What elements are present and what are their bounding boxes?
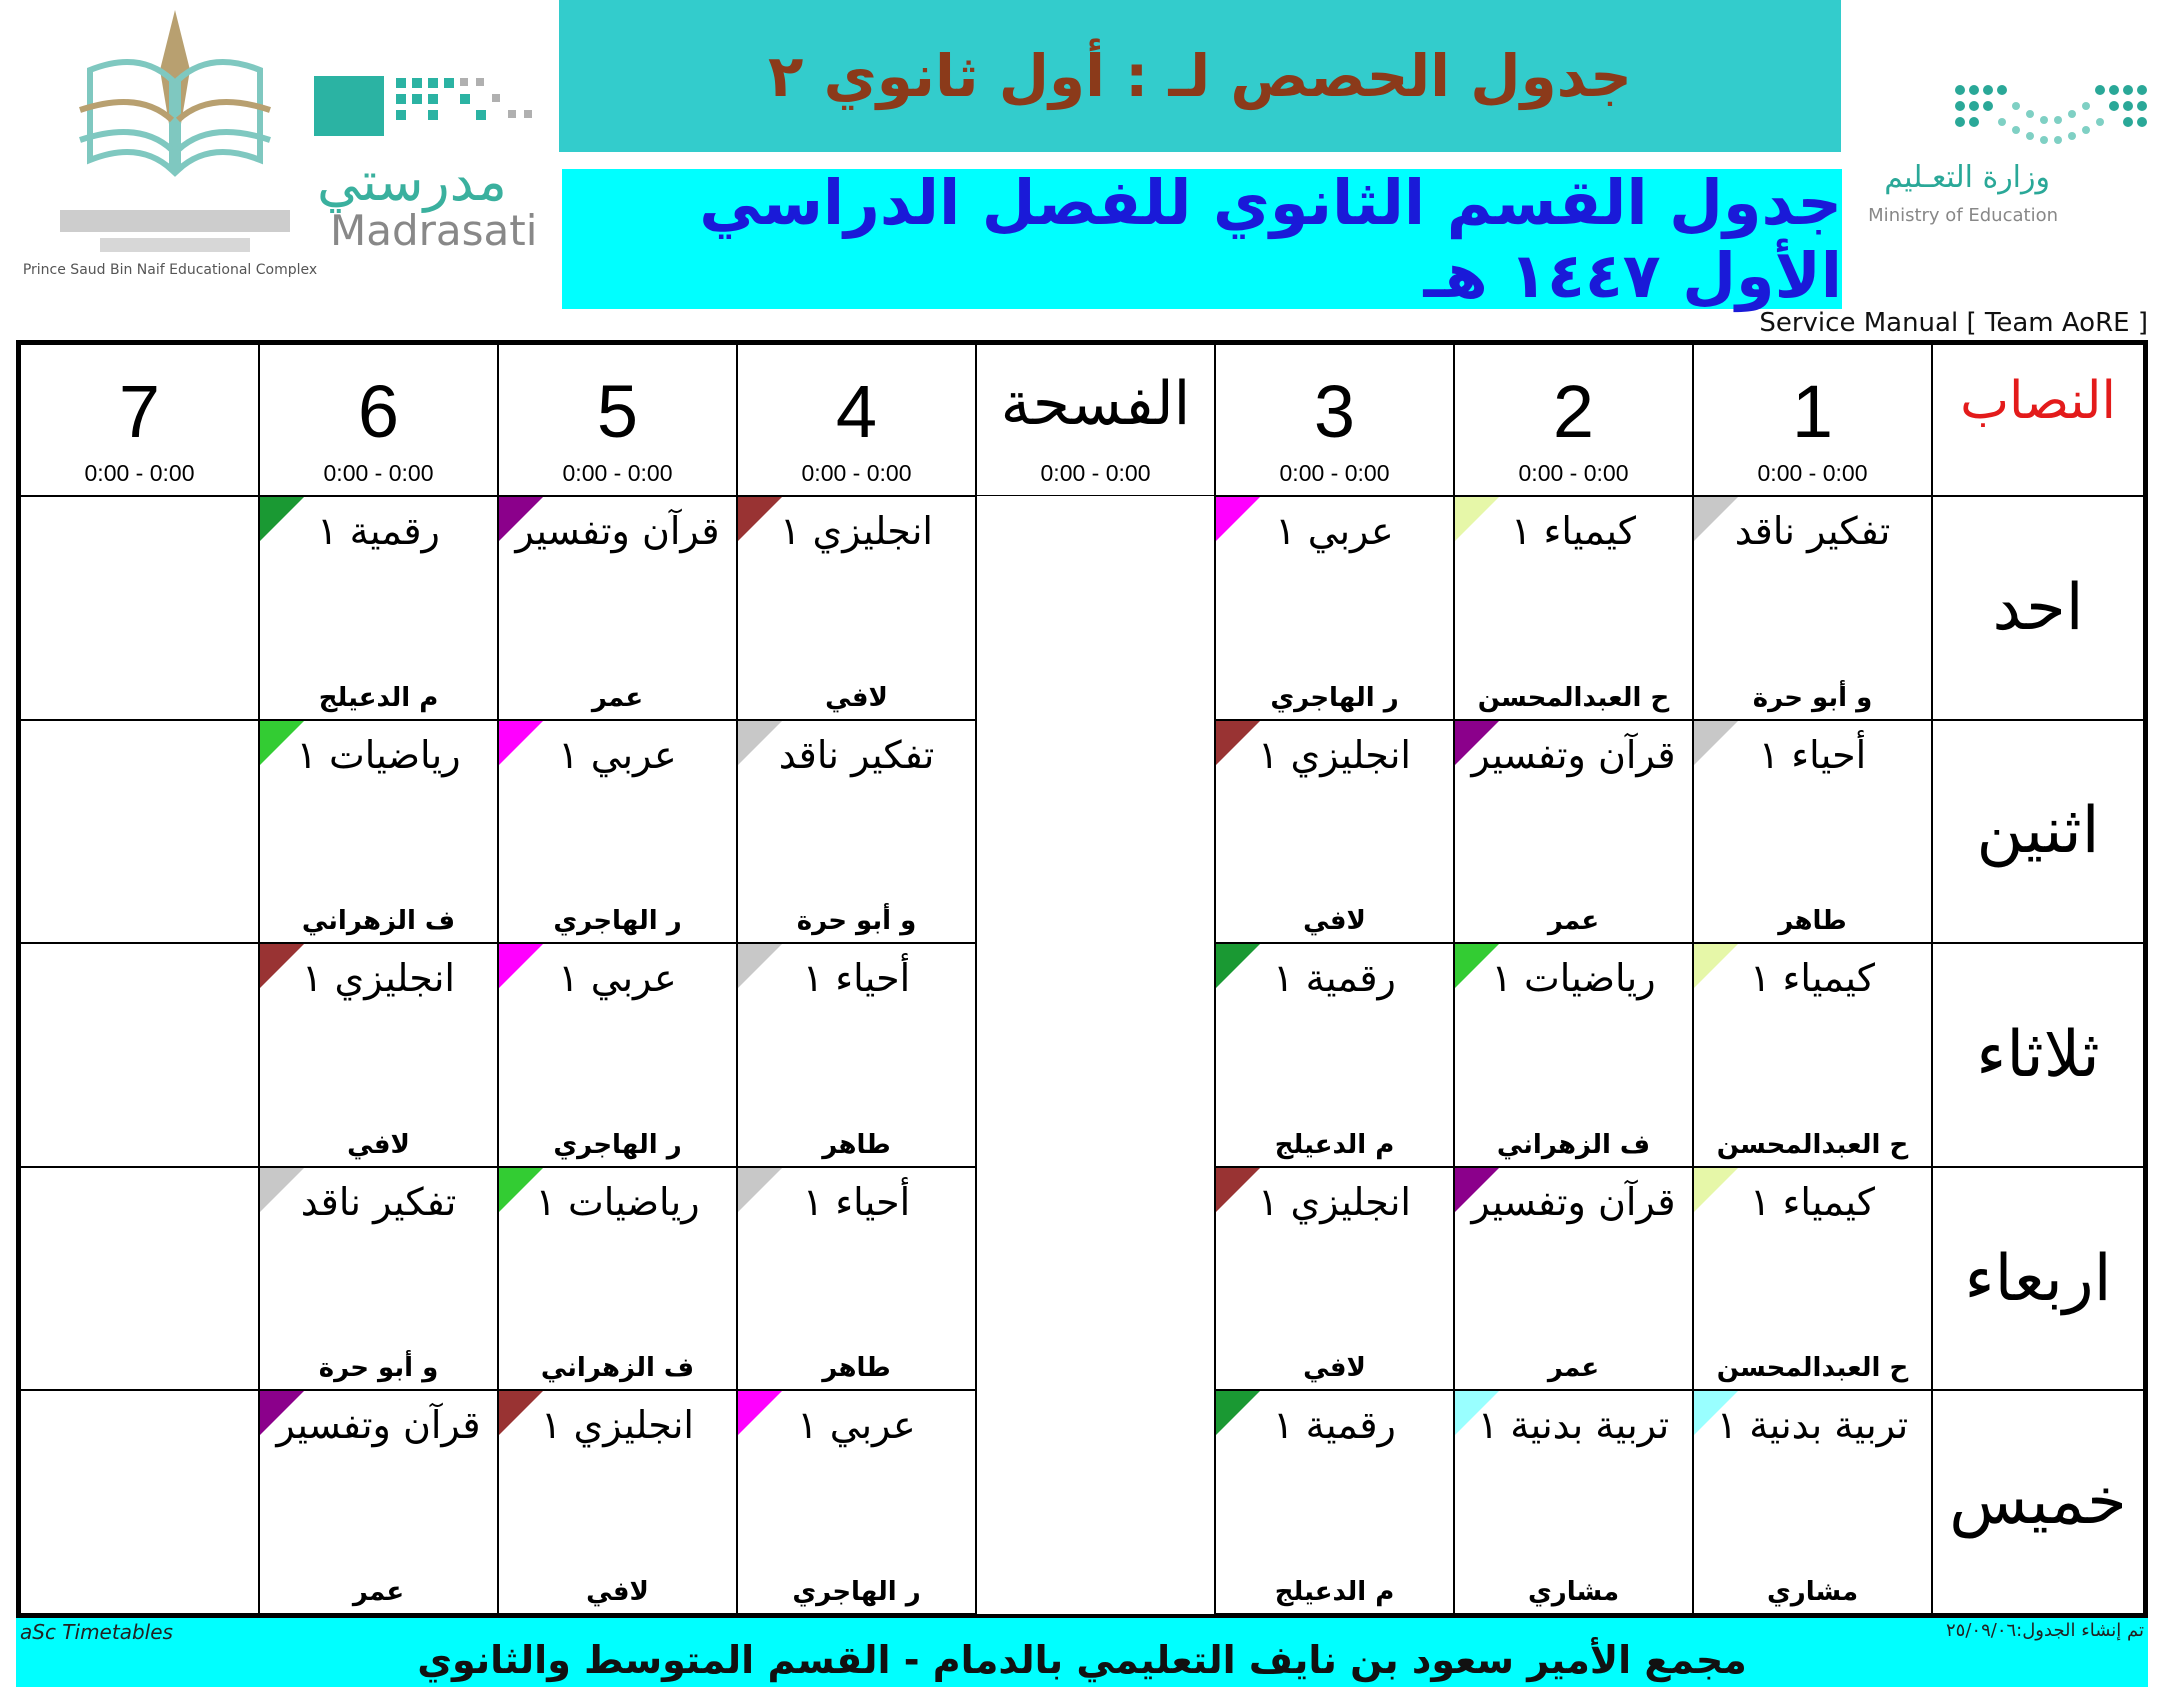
lesson-teacher: طاهر bbox=[822, 1353, 891, 1384]
lesson-cell[interactable] bbox=[1693, 943, 1932, 1167]
period-time: 0:00 - 0:00 bbox=[84, 460, 195, 486]
day-name: ثلاثاء bbox=[1976, 1017, 2100, 1092]
lesson-teacher: طاهر bbox=[1778, 906, 1847, 937]
lesson-cell[interactable] bbox=[259, 496, 498, 720]
lesson-cell[interactable] bbox=[1454, 943, 1693, 1167]
period-header-cell bbox=[1693, 344, 1932, 496]
day-name: اربعاء bbox=[1964, 1241, 2112, 1316]
period-number: 5 bbox=[596, 370, 639, 453]
lesson-cell[interactable] bbox=[1454, 1167, 1693, 1391]
madrasati-logo-latin: Madrasati bbox=[330, 206, 538, 255]
empty-lesson-cell bbox=[20, 496, 259, 720]
lesson-cell[interactable] bbox=[259, 1390, 498, 1614]
lesson-teacher: ر الهاجري bbox=[792, 1576, 921, 1607]
lesson-subject: رياضيات ١ bbox=[296, 732, 461, 777]
lesson-teacher: ح العبدالمحسن bbox=[1716, 1353, 1909, 1384]
lesson-teacher: عمر bbox=[1547, 1353, 1600, 1384]
lesson-cell[interactable] bbox=[1215, 1390, 1454, 1614]
period-header-cell bbox=[1215, 344, 1454, 496]
lesson-cell[interactable] bbox=[737, 720, 976, 944]
period-number: 6 bbox=[357, 370, 400, 453]
period-number: 7 bbox=[118, 370, 161, 453]
lesson-teacher: ر الهاجري bbox=[553, 1129, 682, 1160]
corner-header-label: النصاب bbox=[1960, 371, 2116, 431]
lesson-teacher: م الدعيلج bbox=[318, 682, 439, 713]
lesson-teacher: عمر bbox=[1547, 906, 1600, 937]
period-header-cell bbox=[737, 344, 976, 496]
lesson-subject: تربية بدنية ١ bbox=[1477, 1403, 1670, 1448]
moe-logo bbox=[1950, 80, 2156, 150]
lesson-subject: انجليزي ١ bbox=[302, 956, 455, 1001]
lesson-subject: تفكير ناقد bbox=[778, 732, 935, 777]
lesson-teacher: ح العبدالمحسن bbox=[1477, 682, 1670, 713]
lesson-cell[interactable] bbox=[737, 496, 976, 720]
day-name: اثنين bbox=[1976, 794, 2100, 869]
lesson-subject: عربي ١ bbox=[558, 956, 677, 1001]
lesson-subject: رقمية ١ bbox=[317, 509, 440, 553]
period-number: 4 bbox=[835, 370, 878, 453]
lesson-cell[interactable] bbox=[1454, 496, 1693, 720]
complex-logo-caption: Prince Saud Bin Naif Educational Complex bbox=[22, 262, 318, 278]
page-title: جدول الحصص لـ : أول ثانوي ٢ bbox=[768, 42, 1632, 110]
lesson-cell[interactable] bbox=[1215, 1167, 1454, 1391]
lesson-cell[interactable] bbox=[737, 1167, 976, 1391]
lesson-subject: تفكير ناقد bbox=[300, 1179, 457, 1224]
lesson-teacher: ر الهاجري bbox=[553, 906, 682, 937]
lesson-cell[interactable] bbox=[1215, 943, 1454, 1167]
period-time: 0:00 - 0:00 bbox=[801, 460, 912, 486]
day-cell bbox=[1932, 496, 2144, 720]
lesson-subject: كيمياء ١ bbox=[1750, 956, 1875, 1001]
footer-software-label: aSc Timetables bbox=[20, 1620, 173, 1644]
lesson-subject: أحياء ١ bbox=[1758, 732, 1867, 777]
empty-lesson-cell bbox=[20, 720, 259, 944]
lesson-teacher: و أبو حرة bbox=[318, 1353, 439, 1384]
lesson-cell[interactable] bbox=[1693, 1167, 1932, 1391]
empty-lesson-cell bbox=[20, 1390, 259, 1614]
lesson-subject: تفكير ناقد bbox=[1734, 509, 1891, 553]
lesson-subject: عربي ١ bbox=[558, 732, 677, 777]
lesson-teacher: و أبو حرة bbox=[796, 906, 917, 937]
period-header-cell bbox=[498, 344, 737, 496]
period-header-cell bbox=[1454, 344, 1693, 496]
lesson-subject: رياضيات ١ bbox=[1491, 956, 1656, 1001]
lesson-teacher: ف الزهراني bbox=[540, 1353, 695, 1384]
period-time: 0:00 - 0:00 bbox=[1518, 460, 1629, 486]
lesson-subject: كيمياء ١ bbox=[1750, 1179, 1875, 1224]
period-time: 0:00 - 0:00 bbox=[1040, 460, 1151, 486]
lesson-subject: أحياء ١ bbox=[802, 1179, 911, 1224]
day-name: خميس bbox=[1949, 1465, 2127, 1540]
day-cell bbox=[1932, 1390, 2144, 1614]
lesson-subject: انجليزي ١ bbox=[541, 1403, 694, 1448]
empty-lesson-cell bbox=[20, 1167, 259, 1391]
lesson-teacher: لافي bbox=[586, 1576, 649, 1607]
period-number: 2 bbox=[1552, 370, 1595, 453]
timetable-grid bbox=[16, 340, 2148, 1618]
lesson-subject: كيمياء ١ bbox=[1511, 509, 1636, 553]
moe-logo-arabic: وزارة التعـليم bbox=[1884, 160, 2050, 195]
day-cell bbox=[1932, 1167, 2144, 1391]
empty-lesson-cell bbox=[20, 943, 259, 1167]
lesson-cell[interactable] bbox=[1693, 720, 1932, 944]
lesson-teacher: ف الزهراني bbox=[1496, 1129, 1651, 1160]
period-time: 0:00 - 0:00 bbox=[562, 460, 673, 486]
lesson-subject: انجليزي ١ bbox=[1258, 732, 1411, 777]
lesson-cell[interactable] bbox=[1215, 720, 1454, 944]
lesson-teacher: عمر bbox=[352, 1576, 405, 1607]
lesson-teacher: لافي bbox=[347, 1129, 410, 1160]
period-time: 0:00 - 0:00 bbox=[1279, 460, 1390, 486]
page-subtitle: جدول القسم الثانوي للفصل الدراسي الأول ١٤٤٧ هـ bbox=[699, 166, 1842, 312]
lesson-cell[interactable] bbox=[1693, 496, 1932, 720]
period-time: 0:00 - 0:00 bbox=[323, 460, 434, 486]
lesson-teacher: ر الهاجري bbox=[1270, 682, 1399, 713]
lesson-teacher: لافي bbox=[1303, 906, 1366, 937]
lesson-cell[interactable] bbox=[498, 720, 737, 944]
lesson-cell[interactable] bbox=[498, 496, 737, 720]
lesson-subject: عربي ١ bbox=[797, 1403, 916, 1448]
lesson-subject: قرآن وتفسير bbox=[1471, 732, 1676, 777]
corner-header-cell bbox=[1932, 344, 2144, 496]
period-header-cell bbox=[259, 344, 498, 496]
day-cell bbox=[1932, 943, 2144, 1167]
subtitle-banner bbox=[562, 166, 1842, 312]
lesson-cell[interactable] bbox=[259, 1167, 498, 1391]
lesson-subject: رقمية ١ bbox=[1273, 1403, 1396, 1448]
lesson-subject: عربي ١ bbox=[1275, 509, 1394, 553]
break-column bbox=[976, 496, 1215, 1614]
lesson-teacher: مشاري bbox=[1766, 1576, 1859, 1607]
lesson-subject: رياضيات ١ bbox=[535, 1179, 700, 1224]
lesson-teacher: و أبو حرة bbox=[1752, 682, 1873, 713]
lesson-teacher: م الدعيلج bbox=[1274, 1576, 1395, 1607]
footer-created-date: تم إنشاء الجدول:٢٥/٠٩/٠٦ bbox=[1946, 1620, 2144, 1641]
lesson-subject: رقمية ١ bbox=[1273, 956, 1396, 1001]
day-name: احد bbox=[1992, 570, 2084, 645]
lesson-subject: أحياء ١ bbox=[802, 956, 911, 1001]
lesson-subject: انجليزي ١ bbox=[1258, 1179, 1411, 1224]
period-header-cell bbox=[976, 344, 1215, 496]
lesson-teacher: مشاري bbox=[1527, 1576, 1620, 1607]
lesson-cell[interactable] bbox=[498, 1167, 737, 1391]
lesson-subject: انجليزي ١ bbox=[780, 509, 933, 553]
watermark-text: Service Manual [ Team AoRE ] bbox=[1759, 308, 2148, 338]
moe-logo-english: Ministry of Education bbox=[1868, 205, 2058, 226]
lesson-subject: تربية بدنية ١ bbox=[1716, 1403, 1909, 1448]
lesson-subject: قرآن وتفسير bbox=[276, 1403, 481, 1448]
complex-logo bbox=[40, 10, 310, 286]
lesson-cell[interactable] bbox=[737, 1390, 976, 1614]
lesson-cell[interactable] bbox=[259, 943, 498, 1167]
madrasati-logo-arabic: مدرستي bbox=[317, 150, 507, 213]
lesson-subject: قرآن وتفسير bbox=[515, 509, 720, 553]
lesson-cell[interactable] bbox=[259, 720, 498, 944]
day-cell bbox=[1932, 720, 2144, 944]
lesson-subject: قرآن وتفسير bbox=[1471, 1179, 1676, 1224]
period-header-cell bbox=[20, 344, 259, 496]
period-number: 3 bbox=[1313, 370, 1356, 453]
lesson-cell[interactable] bbox=[498, 1390, 737, 1614]
title-banner bbox=[559, 0, 1841, 152]
lesson-cell[interactable] bbox=[1454, 720, 1693, 944]
period-time: 0:00 - 0:00 bbox=[1757, 460, 1868, 486]
period-number: 1 bbox=[1791, 370, 1834, 453]
break-header-label: الفسحة bbox=[1000, 369, 1191, 439]
lesson-teacher: ف الزهراني bbox=[301, 906, 456, 937]
lesson-cell[interactable] bbox=[737, 943, 976, 1167]
lesson-teacher: طاهر bbox=[822, 1129, 891, 1160]
lesson-teacher: لافي bbox=[1303, 1353, 1366, 1384]
lesson-teacher: م الدعيلج bbox=[1274, 1129, 1395, 1160]
lesson-teacher: ح العبدالمحسن bbox=[1716, 1129, 1909, 1160]
lesson-cell[interactable] bbox=[1693, 1390, 1932, 1614]
lesson-cell[interactable] bbox=[1454, 1390, 1693, 1614]
lesson-cell[interactable] bbox=[1215, 496, 1454, 720]
lesson-teacher: لافي bbox=[825, 682, 888, 713]
lesson-cell[interactable] bbox=[498, 943, 737, 1167]
lesson-teacher: عمر bbox=[591, 682, 644, 713]
footer-school-name: مجمع الأمير سعود بن نايف التعليمي بالدمام - القسم المتوسط والثانوي bbox=[417, 1638, 1747, 1682]
